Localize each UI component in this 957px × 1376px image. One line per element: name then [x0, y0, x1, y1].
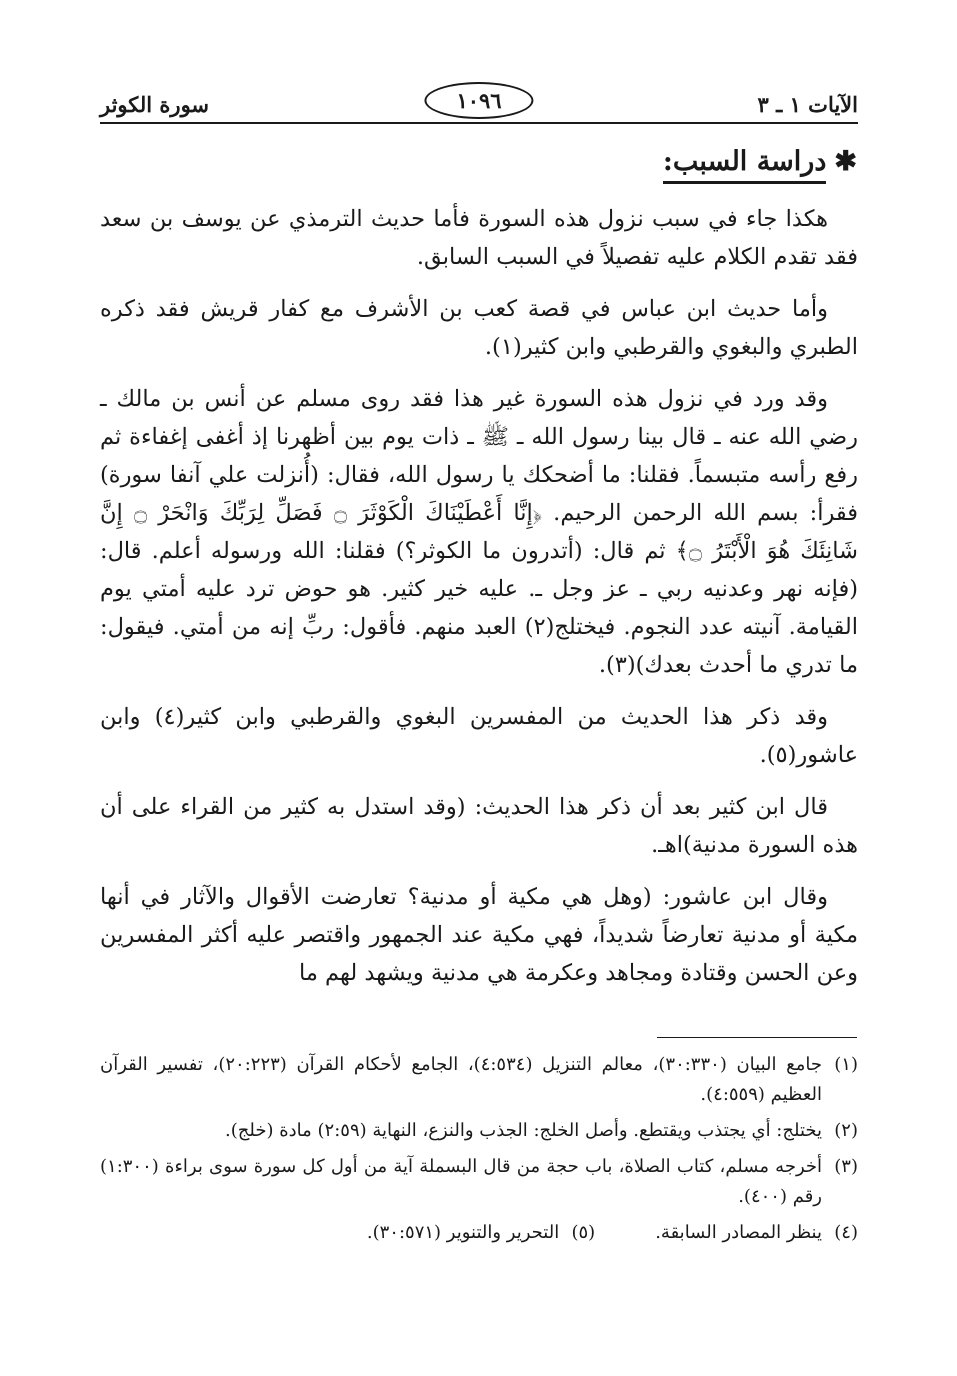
- paragraph: وقد ورد في نزول هذه السورة غير هذا فقد روى مسلم عن أنس بن مالك ـ رضي الله عنه ـ قال بينا رسول الله ـ ﷺ ـ ذات يوم بين أظهرنا إذ أغفى إغفاءة ثم رفع رأسه متبسماً. فقلنا: ما أضحكك يا رسول الله، فقال: (أُنزلت علي آنفا سورة) فقرأ: بسم الله الرحمن الرحيم. ﴿إِنَّا أَعْطَيْنَاكَ الْكَوْثَرَ ۝ فَصَلِّ لِرَبِّكَ وَانْحَرْ ۝ إِنَّ شَانِئَكَ هُوَ الْأَبْتَرُ ۝﴾ ثم قال: (أتدرون ما الكوثر؟) فقلنا: الله ورسوله أعلم. قال: (فإنه نهر وعدنيه ربي ـ عز وجل ـ. عليه خير كثير. هو حوض ترد عليه أمتي يوم القيامة. آنيته عدد النجوم. فيختلج(٢) العبد منهم. فأقول: ربِّ إنه من أمتي. فيقول: ما تدري ما أحدث بعدك)(٣).: [100, 386, 858, 678]
- surah-name: سورة الكوثر: [100, 92, 210, 117]
- paragraph: وقد ذكر هذا الحديث من المفسرين البغوي والقرطبي وابن كثير(٤) وابن عاشور(٥).: [100, 704, 858, 768]
- paragraph: قال ابن كثير بعد أن ذكر هذا الحديث: (وقد استدل به كثير من القراء على أن هذه السورة مدنية)اهـ.: [100, 794, 858, 858]
- footnote-text: أخرجه مسلم، كتاب الصلاة، باب حجة من قال البسملة آية من أول كل سورة سوى براءة (١:٣٠٠) رقم (٤٠٠).: [100, 1156, 822, 1207]
- header-divider: [100, 122, 858, 124]
- paragraph: وقال ابن عاشور: (وهل هي مكية أو مدنية؟ تعارضت الأقوال والآثار في أنها مكية أو مدنية تعارضاً شديداً، فهي مكية عند الجمهور واقتصر عليه أكثر المفسرين وعن الحسن وقتادة ومجاهد وعكرمة هي مدنية ويشهد لهم ما: [100, 884, 858, 986]
- asterisk-icon: ✱: [834, 146, 857, 177]
- footnote: [100, 1116, 858, 1146]
- footnote-number: (٢): [834, 1120, 858, 1141]
- verses-range: الآيات ١ ـ ٣: [757, 92, 858, 117]
- footnote-text: جامع البيان (٣٠:٣٣٠)، معالم التنزيل (٤:٥٣٤)، الجامع لأحكام القرآن (٢٠:٢٢٣)، تفسير القرآن العظيم (٤:٥٥٩).: [100, 1054, 822, 1105]
- footnote-row: [100, 1218, 858, 1254]
- section-title: [663, 146, 857, 177]
- footnote-text: يختلج: أي يجتذب ويقتطع. وأصل الخلج: الجذب والنزع، النهاية (٢:٥٩) مادة (خلج).: [225, 1120, 822, 1141]
- footnote-number: (٤): [834, 1222, 858, 1243]
- page-header: [100, 82, 858, 122]
- footnote-number: (٣): [834, 1156, 858, 1177]
- footnote-text: التحرير والتنوير (٣٠:٥٧١).: [366, 1222, 560, 1243]
- paragraph: هكذا جاء في سبب نزول هذه السورة فأما حديث الترمذي عن يوسف بن سعد فقد تقدم الكلام عليه تفصيلاً في السبب السابق.: [100, 206, 858, 270]
- footnote-divider: [657, 1037, 857, 1038]
- page-number: ١٠٩٦: [424, 82, 533, 119]
- footnote-number: (٥): [571, 1222, 596, 1243]
- footnote-number: (١): [834, 1054, 858, 1075]
- footnotes: [100, 1050, 858, 1254]
- footnote: [100, 1050, 858, 1110]
- footnote-text: ينظر المصادر السابقة.: [655, 1222, 822, 1243]
- section-title-text: دراسة السبب:: [663, 146, 827, 184]
- footnote: [367, 1218, 595, 1248]
- footnote: [100, 1152, 858, 1212]
- footnote: [655, 1218, 858, 1248]
- body-text: [100, 200, 858, 1006]
- paragraph: وأما حديث ابن عباس في قصة كعب بن الأشرف مع كفار قريش فقد ذكره الطبري والبغوي والقرطبي وابن كثير(١).: [100, 296, 858, 360]
